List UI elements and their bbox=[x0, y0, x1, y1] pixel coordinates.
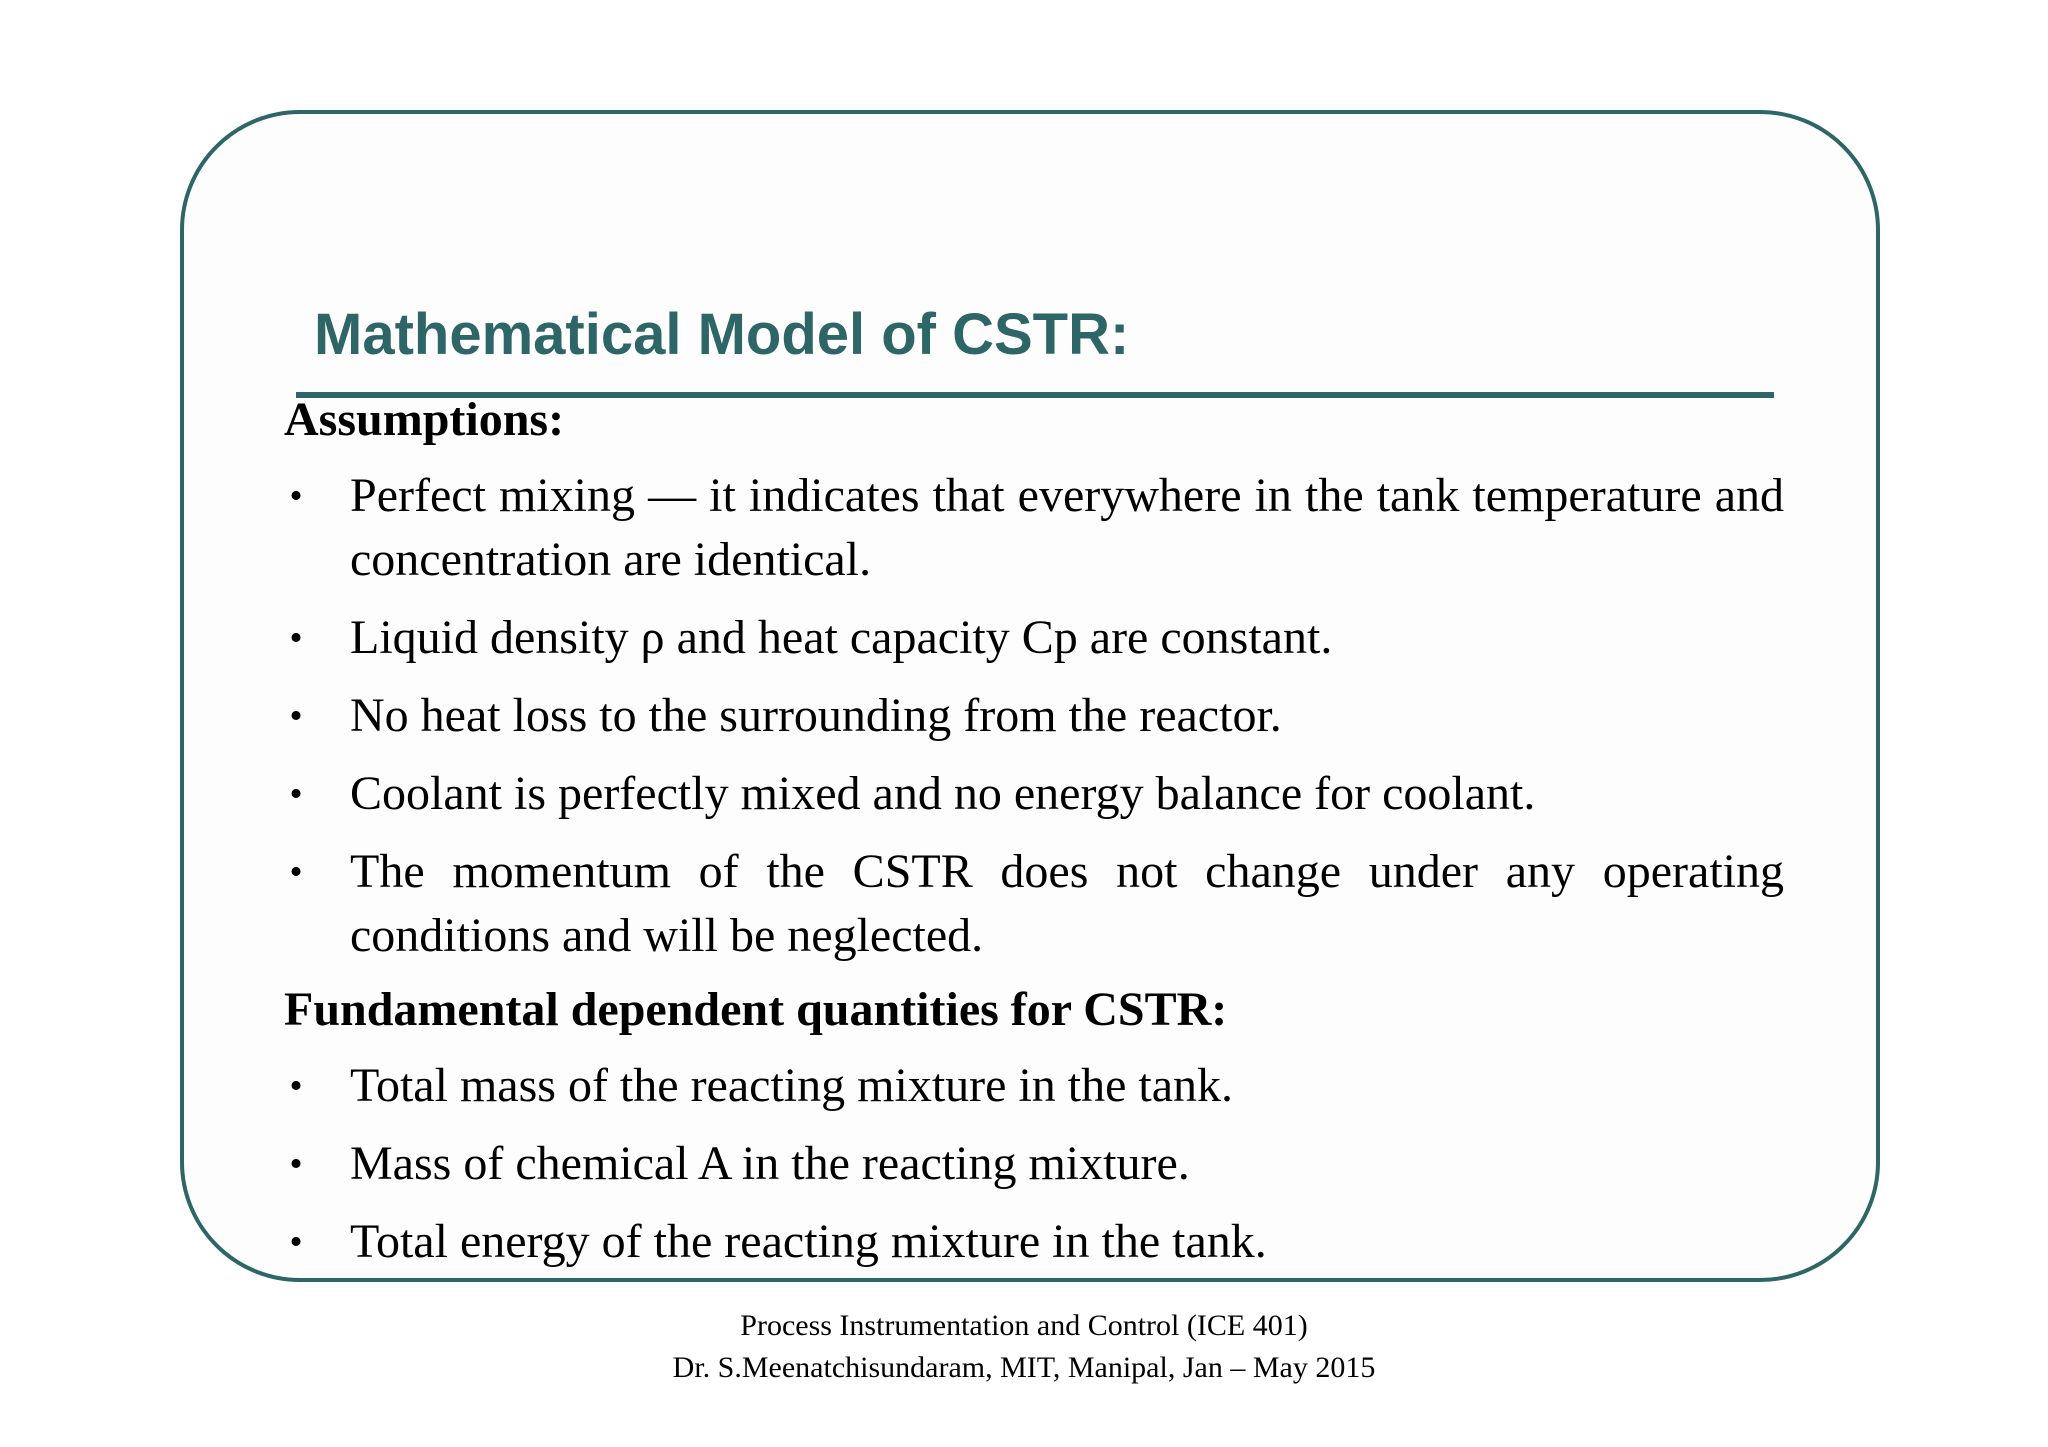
assumptions-heading: Assumptions: bbox=[284, 393, 565, 446]
quantities-heading: Fundamental dependent quantities for CSTR: bbox=[284, 983, 1228, 1036]
bullet-icon: • bbox=[289, 1221, 303, 1263]
slide-content bbox=[284, 390, 1784, 1274]
assumption-text: Perfect mixing — it indicates that everywhere in the tank temperature and concentration are identical. bbox=[350, 469, 1784, 586]
bullet-icon: • bbox=[289, 695, 303, 737]
assumption-text: Coolant is perfectly mixed and no energy balance for coolant. bbox=[350, 767, 1536, 820]
quantity-item bbox=[284, 1210, 1784, 1274]
bullet-icon: • bbox=[289, 1065, 303, 1107]
bullet-icon: • bbox=[289, 773, 303, 815]
assumption-item bbox=[284, 464, 1784, 592]
assumption-item bbox=[284, 762, 1784, 826]
quantities-list bbox=[284, 1054, 1784, 1274]
bullet-icon: • bbox=[289, 475, 303, 517]
bullet-icon: • bbox=[289, 1143, 303, 1185]
footer-author: Dr. S.Meenatchisundaram, MIT, Manipal, Jan – May 2015 bbox=[672, 1351, 1376, 1384]
quantity-text: Mass of chemical A in the reacting mixture. bbox=[350, 1137, 1190, 1190]
assumption-text: No heat loss to the surrounding from the reactor. bbox=[350, 689, 1282, 742]
assumption-item bbox=[284, 684, 1784, 748]
assumption-item bbox=[284, 606, 1784, 670]
quantity-text: Total mass of the reacting mixture in the tank. bbox=[350, 1059, 1234, 1112]
assumption-text: Liquid density ρ and heat capacity Cp are constant. bbox=[350, 611, 1333, 664]
quantity-item bbox=[284, 1054, 1784, 1118]
footer-course: Process Instrumentation and Control (ICE 401) bbox=[740, 1309, 1308, 1342]
quantity-item bbox=[284, 1132, 1784, 1196]
assumptions-list bbox=[284, 464, 1784, 968]
assumption-item bbox=[284, 840, 1784, 968]
slide-title: Mathematical Model of CSTR: bbox=[314, 302, 1130, 367]
quantity-text: Total energy of the reacting mixture in the tank. bbox=[350, 1215, 1267, 1268]
bullet-icon: • bbox=[289, 851, 303, 893]
assumption-text: The momentum of the CSTR does not change under any operating conditions and will be neglected. bbox=[350, 845, 1784, 962]
bullet-icon: • bbox=[289, 617, 303, 659]
